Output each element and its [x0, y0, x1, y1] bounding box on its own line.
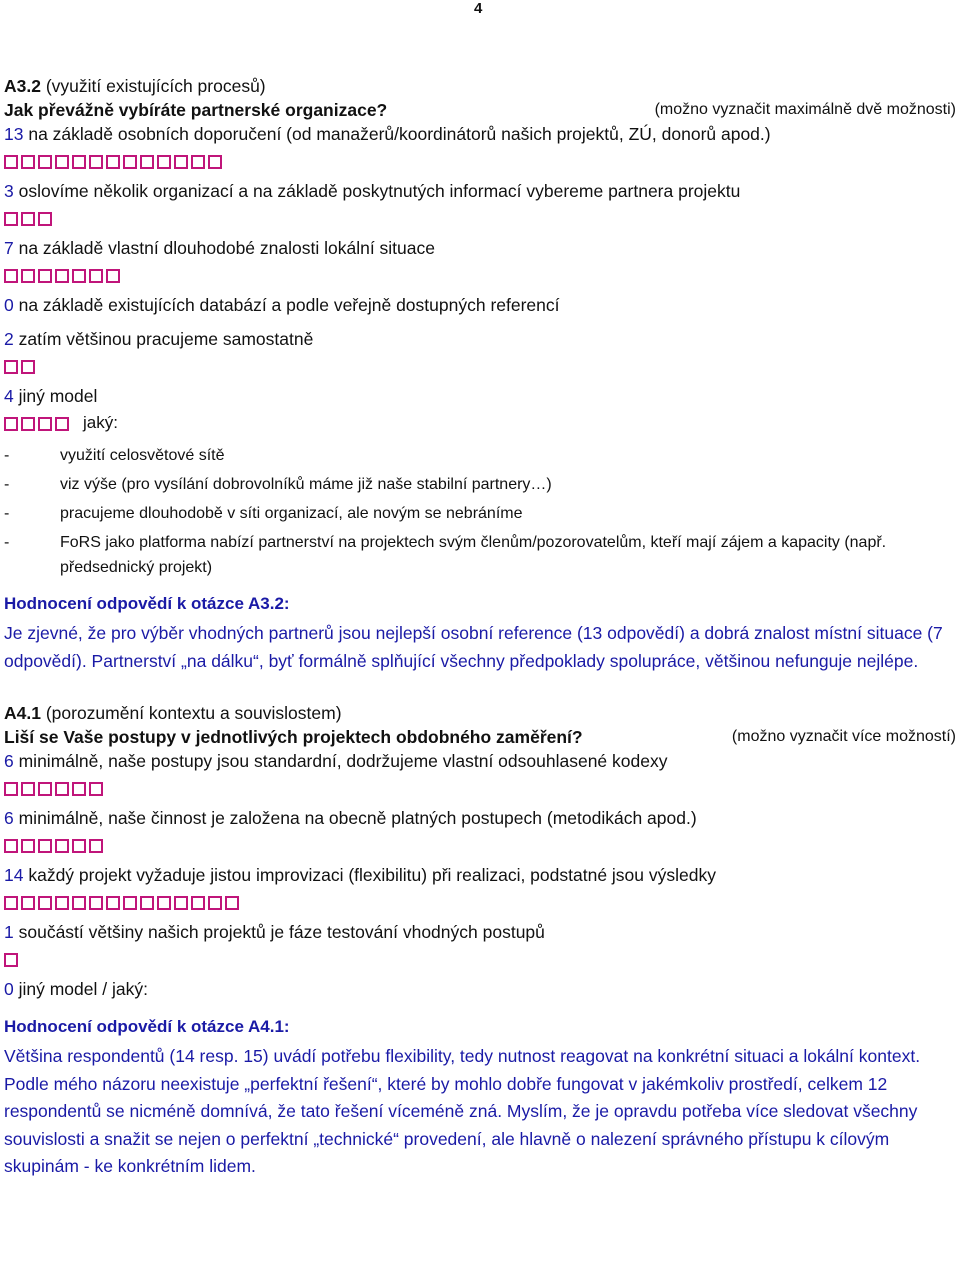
tally-box [21, 360, 35, 374]
answer-count: 4 [4, 386, 14, 406]
tally-box [55, 782, 69, 796]
tally-box [4, 417, 18, 431]
tally-box [191, 155, 205, 169]
question-subtitle: (využití existujících procesů) [40, 76, 266, 96]
answer-item [4, 920, 956, 969]
tally-box [4, 212, 18, 226]
tally-box [106, 896, 120, 910]
answer-item [4, 749, 956, 798]
response-boxes [4, 266, 956, 285]
tally-box [157, 155, 171, 169]
tally-box [4, 269, 18, 283]
answer-item [4, 122, 956, 171]
answer-text: na základě existujících databází a podle veřejně dostupných referencí [18, 295, 560, 315]
other-models-list [4, 443, 956, 580]
section-a3-2 [4, 74, 956, 675]
tally-box [208, 896, 222, 910]
answer-count: 2 [4, 329, 14, 349]
list-item: - FoRS jako platforma nabízí partnerství na projektech svým členům/pozorovatelům, kteří mají zájem a kapacity (např. předsednický projekt) [4, 530, 920, 580]
tally-box [4, 782, 18, 796]
question-header [4, 701, 956, 725]
tally-box [38, 269, 52, 283]
tally-box [4, 953, 18, 967]
evaluation-heading: Hodnocení odpovědí k otázce A4.1: [4, 1017, 290, 1036]
tally-box [123, 896, 137, 910]
tally-box [21, 782, 35, 796]
answer-count: 14 [4, 865, 24, 885]
tally-box [89, 155, 103, 169]
tally-box [38, 839, 52, 853]
tally-box [72, 896, 86, 910]
tally-box [191, 896, 205, 910]
tally-box [55, 269, 69, 283]
tally-box [72, 155, 86, 169]
answer-count: 13 [4, 124, 24, 144]
evaluation-text: Je zjevné, že pro výběr vhodných partnerů jsou nejlepší osobní reference (13 odpovědí) a dobrá znalost místní situace (7 odpovědí). Partnerství „na dálku“, byť formálně splňující všechny předpoklady spolupráce, většinou nefunguje nejlépe. [4, 623, 943, 671]
tally-box [4, 896, 18, 910]
tally-box [89, 896, 103, 910]
response-boxes [4, 779, 956, 798]
answer-text: oslovíme několik organizací a na základě poskytnutých informací vybereme partnera projektu [18, 181, 741, 201]
list-item: - pracujeme dlouhodobě v síti organizací, ale novým se nebráníme [4, 501, 956, 526]
question-note: (možno vyznačit více možností) [731, 728, 956, 745]
list-item: - využití celosvětové sítě [4, 443, 956, 468]
tally-box [21, 839, 35, 853]
tally-box [157, 896, 171, 910]
answer-text: minimálně, naše postupy jsou standardní, dodržujeme vlastní odsouhlasené kodexy [18, 751, 668, 771]
answer-item [4, 384, 956, 437]
tally-box [38, 417, 52, 431]
tally-box [38, 212, 52, 226]
tally-box [4, 839, 18, 853]
tally-box [55, 155, 69, 169]
answer-text: na základě osobních doporučení (od manažerů/koordinátorů našich projektů, ZÚ, donorů apod.) [28, 124, 771, 144]
answer-count: 6 [4, 751, 14, 771]
question-row [4, 98, 956, 122]
answer-item [4, 863, 956, 912]
answer-text: na základě vlastní dlouhodobé znalosti lokální situace [18, 238, 435, 258]
answer-count: 6 [4, 808, 14, 828]
tally-box [89, 782, 103, 796]
response-boxes [4, 836, 956, 855]
page-number: 4 [474, 0, 483, 17]
tally-box [38, 896, 52, 910]
question-subtitle: (porozumění kontextu a souvislostem) [40, 703, 342, 723]
evaluation-text: Většina respondentů (14 resp. 15) uvádí potřebu flexibility, tedy nutnost reagovat na konkrétní situaci a lokální kontext. Podle mého názoru neexistuje „perfektní řešení“, které by mohlo dobře fungovat v jakémkoliv prostředí, celkem 12 respondentů se nicméně domnívá, že tato řešení víceméně zná. Myslím, že je opravdu potřeba více sledovat všechny souvislosti a snažit se nejen o perfektní „technické“ provedení, ale hlavně o nalezení správného přístupu k cílovým skupinám - ke konkrétním lidem. [4, 1046, 921, 1176]
answer-text: minimálně, naše činnost je založena na obecně platných postupech (metodikách apod.) [18, 808, 697, 828]
list-item: - viz výše (pro vysílání dobrovolníků máme již naše stabilní partnery…) [4, 472, 956, 497]
response-boxes [4, 893, 956, 912]
tally-box [21, 212, 35, 226]
tally-box [21, 417, 35, 431]
question-header [4, 74, 956, 98]
answer-item [4, 806, 956, 855]
response-boxes [4, 152, 956, 171]
answer-item [4, 179, 956, 228]
evaluation-heading: Hodnocení odpovědí k otázce A3.2: [4, 594, 290, 613]
tally-box [89, 839, 103, 853]
answer-item [4, 977, 956, 1001]
response-boxes [4, 950, 956, 969]
question-row [4, 725, 956, 749]
tally-box [174, 896, 188, 910]
answer-count: 3 [4, 181, 14, 201]
tally-box [174, 155, 188, 169]
answer-item [4, 327, 956, 376]
tally-box [55, 417, 69, 431]
answer-text: součástí většiny našich projektů je fáze testování vhodných postupů [18, 922, 545, 942]
tally-box [55, 839, 69, 853]
tally-box [4, 360, 18, 374]
question-code: A3.2 [4, 76, 41, 96]
tally-box [55, 896, 69, 910]
tally-box [21, 269, 35, 283]
answer-item [4, 236, 956, 285]
document-body [4, 74, 956, 1181]
answer-count: 1 [4, 922, 14, 942]
answer-text: zatím většinou pracujeme samostatně [18, 329, 314, 349]
tally-box [140, 896, 154, 910]
tally-box [140, 155, 154, 169]
response-boxes [4, 357, 956, 376]
answer-count: 0 [4, 295, 14, 315]
section-a4-1 [4, 701, 956, 1181]
tally-box [21, 896, 35, 910]
question-code: A4.1 [4, 703, 41, 723]
tally-box [4, 155, 18, 169]
response-boxes [4, 414, 69, 433]
question-text: Jak převážně vybíráte partnerské organizace? [4, 100, 388, 120]
answer-count: 7 [4, 238, 14, 258]
tally-box [208, 155, 222, 169]
tally-box [89, 269, 103, 283]
answer-text: jiný model [18, 386, 98, 406]
answer-text: jiný model / jaký: [18, 979, 148, 999]
tally-box [123, 155, 137, 169]
tally-box [106, 269, 120, 283]
tally-box [72, 839, 86, 853]
tally-box [106, 155, 120, 169]
answer-count: 0 [4, 979, 14, 999]
question-note: (možno vyznačit maximálně dvě možnosti) [654, 101, 956, 118]
other-model-label: jaký: [83, 412, 118, 432]
answer-item [4, 293, 956, 317]
tally-box [72, 269, 86, 283]
tally-box [38, 155, 52, 169]
tally-box [72, 782, 86, 796]
answer-text: každý projekt vyžaduje jistou improvizaci (flexibilitu) při realizaci, podstatné jsou výsledky [28, 865, 716, 885]
question-text: Liší se Vaše postupy v jednotlivých projektech obdobného zaměření? [4, 727, 583, 747]
tally-box [21, 155, 35, 169]
tally-box [225, 896, 239, 910]
tally-box [38, 782, 52, 796]
response-boxes [4, 209, 956, 228]
